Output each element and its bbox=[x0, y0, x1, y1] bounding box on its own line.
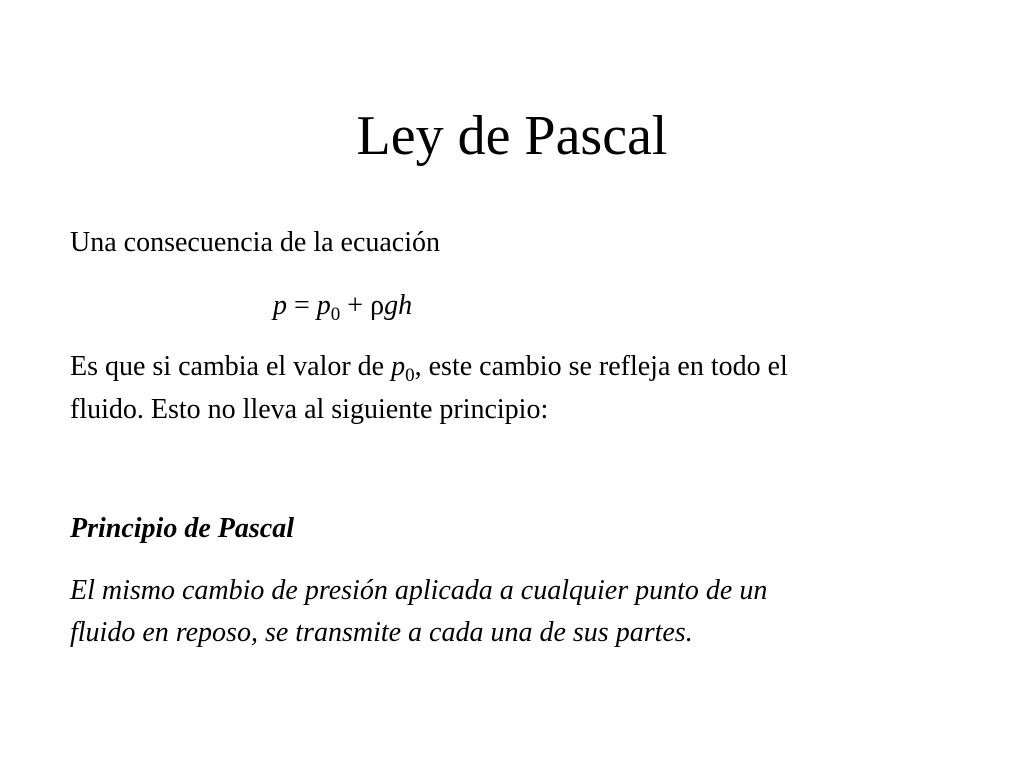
equation-plus: + bbox=[340, 290, 371, 321]
paragraph-var-subscript: 0 bbox=[405, 365, 415, 386]
paragraph-text: Es que si cambia el valor de bbox=[70, 351, 392, 382]
principle-line-2: fluido en reposo, se transmite a cada una de sus partes. bbox=[70, 617, 693, 648]
equation-rho: ρ bbox=[370, 290, 385, 321]
slide-title: Ley de Pascal bbox=[356, 105, 668, 167]
principle-heading: Principio de Pascal bbox=[70, 513, 294, 544]
equation-p0: p bbox=[316, 290, 331, 321]
equation-p: p bbox=[273, 290, 287, 321]
equation-equals: = bbox=[287, 290, 317, 321]
principle-line-1: El mismo cambio de presión aplicada a cualquier punto de un bbox=[70, 575, 768, 606]
paragraph-var-p: p bbox=[391, 351, 406, 382]
equation-p0-subscript: 0 bbox=[330, 304, 341, 325]
equation-gh: gh bbox=[384, 290, 413, 321]
pressure-equation bbox=[273, 286, 412, 326]
intro-text: Una consecuencia de la ecuación bbox=[70, 227, 441, 258]
paragraph-text-after: , este cambio se refleja en todo el bbox=[414, 351, 788, 382]
paragraph-line-1 bbox=[70, 347, 788, 387]
paragraph-line-2: fluido. Esto no lleva al siguiente principio: bbox=[70, 394, 549, 425]
